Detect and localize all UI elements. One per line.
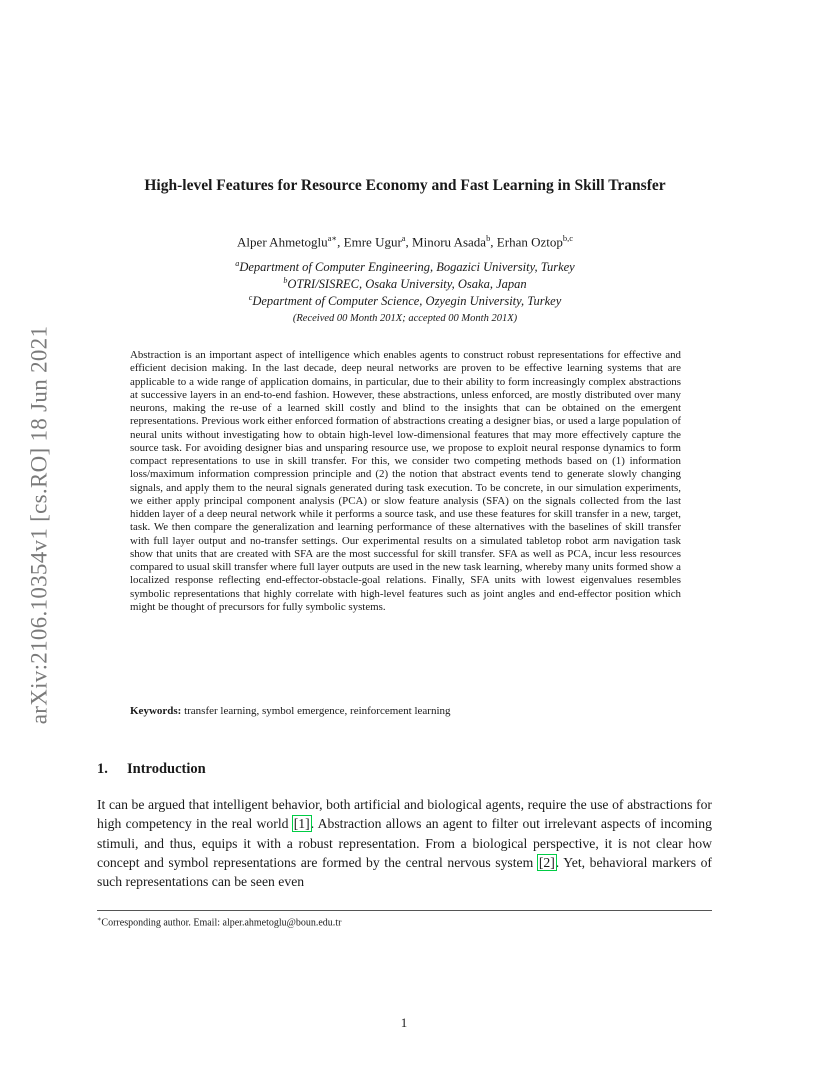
affil-mark: b [283,276,288,285]
footnote-mark: ∗ [97,916,102,923]
affiliation [110,276,700,292]
author-affil-mark: a [401,233,406,243]
footnote [97,915,712,928]
intro-text: . Yet, behavioral markers of such representations can be seen even [97,854,712,890]
keywords-label: Keywords: [130,705,182,717]
arxiv-sidebar-stamp [22,290,56,760]
intro-text: . Abstraction allows an agent to filter out irrelevant aspects of incoming stimuli, and thus, equips it with a robust representation. From a biological perspective, it is not clear how concept and symbol representations are formed by the central nervous system [97,816,712,870]
section-number: 1. [97,761,108,777]
author-name: Erhan Oztop [496,234,563,250]
author-list: Alper Ahmetoglu$^{a∗}$, Emre Ugur$^a$, Minoru Asada$^b$, Erhan Oztop$^{b,c}$ [237,233,573,250]
author-name: Emre Ugur [343,234,402,250]
affil-mark: a [235,259,240,268]
intro-paragraph [97,795,712,891]
intro-text: It can be argued that intelligent behavior, both artificial and biological agents, require the use of abstractions for high competency in the real world [97,797,712,832]
paper-title: High-level Features for Resource Economy and Fast Learning in Skill Transfer [144,177,666,194]
section-heading [97,761,206,778]
keywords [130,705,681,717]
keywords-text: transfer learning, symbol emergence, reinforcement learning [184,705,451,717]
affil-text: Department of Computer Engineering, Bogazici University, Turkey [239,260,575,275]
author-affil-mark: a∗ [327,233,338,243]
author-name: Minoru Asada [412,234,487,250]
section-title: Introduction [127,761,206,777]
author-name: Alper Ahmetoglu [237,234,328,250]
abstract: Abstraction is an important aspect of intelligence which enables agents to construct robust representations for effective and efficient decision making. In the last decade, deep neural networks are proven to be effective learning systems that are applicable to a wide range of application domains, in particular, due to their ability to form increasingly complex abstractions at successive layers in an end-to-end fashion. However, these abstractions, unless enforced, are mostly distributed over many neurons, making the re-use of a learned skill costly and blind to the insights that can be obtained on the emergent representations. Previous work either enforced formation of abstractions creating a designer bias, or used a large population of neural units without investigating how to obtain high-level low-dimensional features that may more effectively capture the source task. For avoiding designer bias and unsparing resource use, we propose to exploit neural response dynamics to form compact representations to use in skill transfer. For this, we consider two competing methods based on (1) information loss/maximum information compression principle and (2) the notion that abstract events tend to generate slowly changing signals, and apply them to the neural signals generated during task execution. To be concrete, in our simulation experiments, we either apply principal component analysis (PCA) or slow feature analysis (SFA) on the signals collected from the last hidden layer of a deep neural network while it performs a source task, and use these features for skill transfer in a new, target, task. We then compare the generalization and learning performance of these alternatives with the baselines of skill transfer with full layer output and no-transfer settings. Our experimental results on a simulated tabletop robot arm navigation task show that units that are created with SFA are the most successful for skill transfer. SFA as well as PCA, incur less resources compared to usual skill transfer where full layer outputs are used in the new task learning, whereby many units formed show a localized response reflecting end-effector-obstacle-goal relations. Finally, SFA units with lowest eigenvalues resembles symbolic representations that highly correlate with high-level features such as joint angles and end-effector position which might be thought of precursors for fully symbolic systems. [130,349,681,613]
page-number: 1 [400,1015,408,1030]
received-dates: (Received 00 Month 201X; accepted 00 Month 201X) [292,313,518,324]
author-affil-mark: b,c [562,233,573,243]
citation-link[interactable]: [1] [293,816,310,832]
footnote-text: Corresponding author. Email: alper.ahmetoglu@boun.edu.tr [101,917,342,929]
affil-text: Department of Computer Science, Ozyegin University, Turkey [252,294,562,309]
arxiv-identifier: arXiv:2106.10354v1 [cs.RO] 18 Jun 2021 [26,325,52,725]
affil-text: OTRI/SISREC, Osaka University, Osaka, Japan [287,277,527,292]
affiliation [110,259,700,275]
citation-link[interactable]: [2] [538,854,555,870]
author-affil-mark: b [486,233,491,243]
footnote-divider [97,910,712,911]
affil-mark: c [248,293,253,302]
affiliation [110,293,700,309]
